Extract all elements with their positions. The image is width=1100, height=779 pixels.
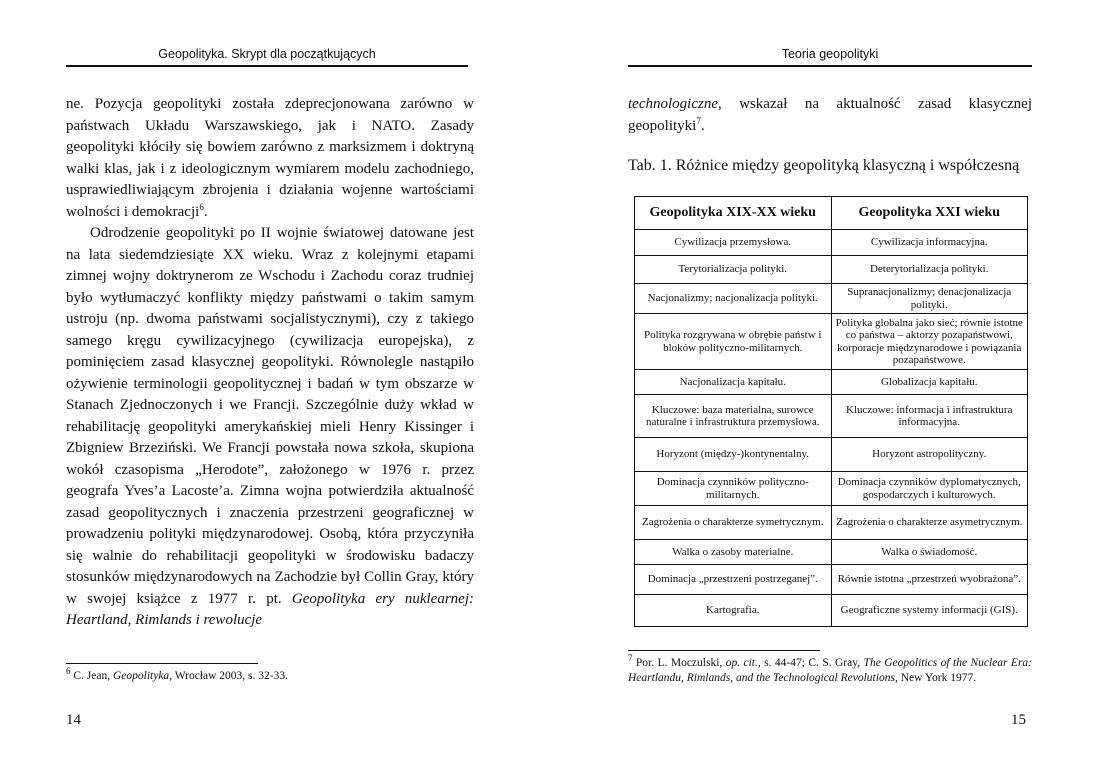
- table-cell: Nacjonalizacja kapitału.: [635, 370, 832, 395]
- running-head-left: Geopolityka. Skrypt dla początkujących: [66, 47, 468, 67]
- paragraph-2-text: Odrodzenie geopolityki po II wojnie światowej datowane jest na lata siedemdziesiąte XX wieku. Wraz z kolejnymi etapami zimnej wojny doktrynerom ze Wschodu i Zachodu coraz trudniej było wytłumaczyć konflikty między państwami o takim samym ustroju (np. dwoma państwami socjalistycznymi), czy z takiego samego kręgu cywilizacyjnego (cywilizacja europejska), z pominięciem zasad klasycznej geopolityki. Równolegle nastąpiło ożywienie terminologii geopolitycznej i badań w tym obszarze w Stanach Zjednoczonych i we Francji. Szczególnie duży wkład w rehabilitację geopolityki amerykańskiej mieli Henry Kissinger i Zbigniew Brzeziński. We Francji powstała nowa szkoła, skupiona wokół czasopisma „Herodote”, założonego w 1976 r. przez geografa Yves’a Lacoste’a. Zimna wojna potwierdziła aktualność zasad geopolitycznych i znaczenia przestrzeni geograficznej w prowadzeniu polityki międzynarodowej. Osobą, która przyczyniła się walnie do rehabilitacji geopolityki w środowisku badaczy stosunków międzynarodowych na Zachodzie był Collin Gray, który w swojej książce z 1977 r. pt.: [66, 225, 474, 607]
- footnote-7-author: Por. L. Moczulski,: [632, 657, 726, 669]
- table-cell: Walka o zasoby materialne.: [635, 540, 832, 565]
- table-row: [635, 314, 1028, 370]
- table-cell: Dominacja czynników polityczno-militarnych.: [635, 472, 832, 506]
- paragraph-1-end: .: [203, 203, 208, 220]
- footnote-separator: [66, 663, 258, 664]
- table-row: [635, 506, 1028, 540]
- footnote-ref-7[interactable]: 7: [696, 115, 701, 126]
- table-row: [635, 230, 1028, 256]
- footnote-6-author: C. Jean,: [70, 670, 113, 682]
- footnote-6-title: Geopolityka: [112, 670, 170, 682]
- footnote-7-middle: , s. 44-47; C. S. Gray,: [757, 657, 864, 669]
- table-header-row: [635, 197, 1028, 230]
- table-cell: Zagrożenia o charakterze asymetrycznym.: [831, 506, 1028, 540]
- table-cell: Nacjonalizmy; nacjonalizacja polityki.: [635, 284, 832, 314]
- footnote-ref-6[interactable]: 6: [199, 201, 204, 212]
- table-row: [635, 370, 1028, 395]
- footnote-6-details: , Wrocław 2003, s. 32-33.: [169, 670, 288, 682]
- table-cell: Zagrożenia o charakterze symetrycznym.: [635, 506, 832, 540]
- footnote-6-number: 6: [66, 666, 71, 677]
- continuation-text: , wskazał na aktualność zasad klasycznej geopolityki: [628, 96, 1032, 134]
- right-body-text: [628, 94, 1032, 137]
- table-row: [635, 595, 1028, 627]
- table-cell: Globalizacja kapitału.: [831, 370, 1028, 395]
- table-cell: Cywilizacja przemysłowa.: [635, 230, 832, 256]
- paragraph-1: [66, 94, 474, 223]
- running-head-right: Teoria geopolityki: [628, 47, 1032, 67]
- table-cell: Dominacja czynników dyplomatycznych, gospodarczych i kulturowych.: [831, 472, 1028, 506]
- table-row: [635, 438, 1028, 472]
- footnote-7-title: The Geopolitics of the Nuclear Era: Heartlandu, Rimlands, and the Technological Revolutions: [628, 657, 1033, 684]
- table-row: [635, 565, 1028, 595]
- table-cell: Deterytorializacja polityki.: [831, 256, 1028, 284]
- table-cell: Kluczowe: baza materialna, surowce naturalne i infrastruktura przemysłowa.: [635, 395, 832, 438]
- table-cell: Horyzont astropolityczny.: [831, 438, 1028, 472]
- table-cell: Cywilizacja informacyjna.: [831, 230, 1028, 256]
- table-cell: Polityka rozgrywana w obrębie państw i bloków polityczno-militarnych.: [635, 314, 832, 370]
- table-cell: Polityka globalna jako sieć; równie istotne co państwa – aktorzy pozapaństwowi, korporacje międzynarodowe i powiązania pozapaństwowe.: [831, 314, 1028, 370]
- footnote-6: [66, 666, 474, 684]
- book-title-italic: Geopolityka ery nuklearnej: Heartland, Rimlands i rewolucje: [66, 590, 474, 628]
- footnote-7: [628, 653, 1033, 686]
- footnote-7-number: 7: [628, 653, 633, 664]
- table-cell: Terytorializacja polityki.: [635, 256, 832, 284]
- table-cell: Walka o świadomość.: [831, 540, 1028, 565]
- paragraph-1-text: ne. Pozycja geopolityki została zdeprecjonowana zarówno w państwach Układu Warszawskiego, jak i NATO. Zasady geopolityki kłóciły się bowiem zarówno z marksizmem i doktryną walki klas, jak i z ideologicznym wymiarem modelu zachodniego, usprawiedliwiającym zbrojenia i działania wojenne wartościami wolności i demokracji: [66, 96, 474, 220]
- table-cell: Równie istotna „przestrzeń wyobrażona”.: [831, 565, 1028, 595]
- continuation-end: .: [700, 117, 705, 134]
- table-cell: Geograficzne systemy informacji (GIS).: [831, 595, 1028, 627]
- table-row: [635, 395, 1028, 438]
- page-number-left: 14: [66, 712, 81, 728]
- footnote-separator: [628, 650, 820, 651]
- table-row: [635, 540, 1028, 565]
- continuation-italic: technologiczne: [628, 96, 718, 112]
- table-cell: Horyzont (między-)kontynentalny.: [635, 438, 832, 472]
- table-header-cell: Geopolityka XXI wieku: [831, 197, 1028, 230]
- continuation-paragraph: [628, 94, 1032, 137]
- right-page: [550, 0, 1100, 779]
- table-header-cell: Geopolityka XIX-XX wieku: [635, 197, 832, 230]
- table-cell: Dominacja „przestrzeni postrzeganej”.: [635, 565, 832, 595]
- table-row: [635, 472, 1028, 506]
- footnote-7-opcit: op. cit.: [725, 657, 758, 669]
- paragraph-2: [66, 223, 474, 632]
- table-row: [635, 284, 1028, 314]
- table-row: [635, 256, 1028, 284]
- table-cell: Kluczowe: informacja i infrastruktura informacyjna.: [831, 395, 1028, 438]
- left-body-text: [66, 94, 474, 632]
- table-cell: Kartografia.: [635, 595, 832, 627]
- table-caption: Tab. 1. Różnice między geopolityką klasyczną i współczesną: [628, 157, 1020, 174]
- page-number-right: 15: [1011, 712, 1026, 728]
- footnote-7-details: , New York 1977.: [894, 672, 977, 684]
- table-cell: Supranacjonalizmy; denacjonalizacja polityki.: [831, 284, 1028, 314]
- comparison-table: [634, 196, 1028, 627]
